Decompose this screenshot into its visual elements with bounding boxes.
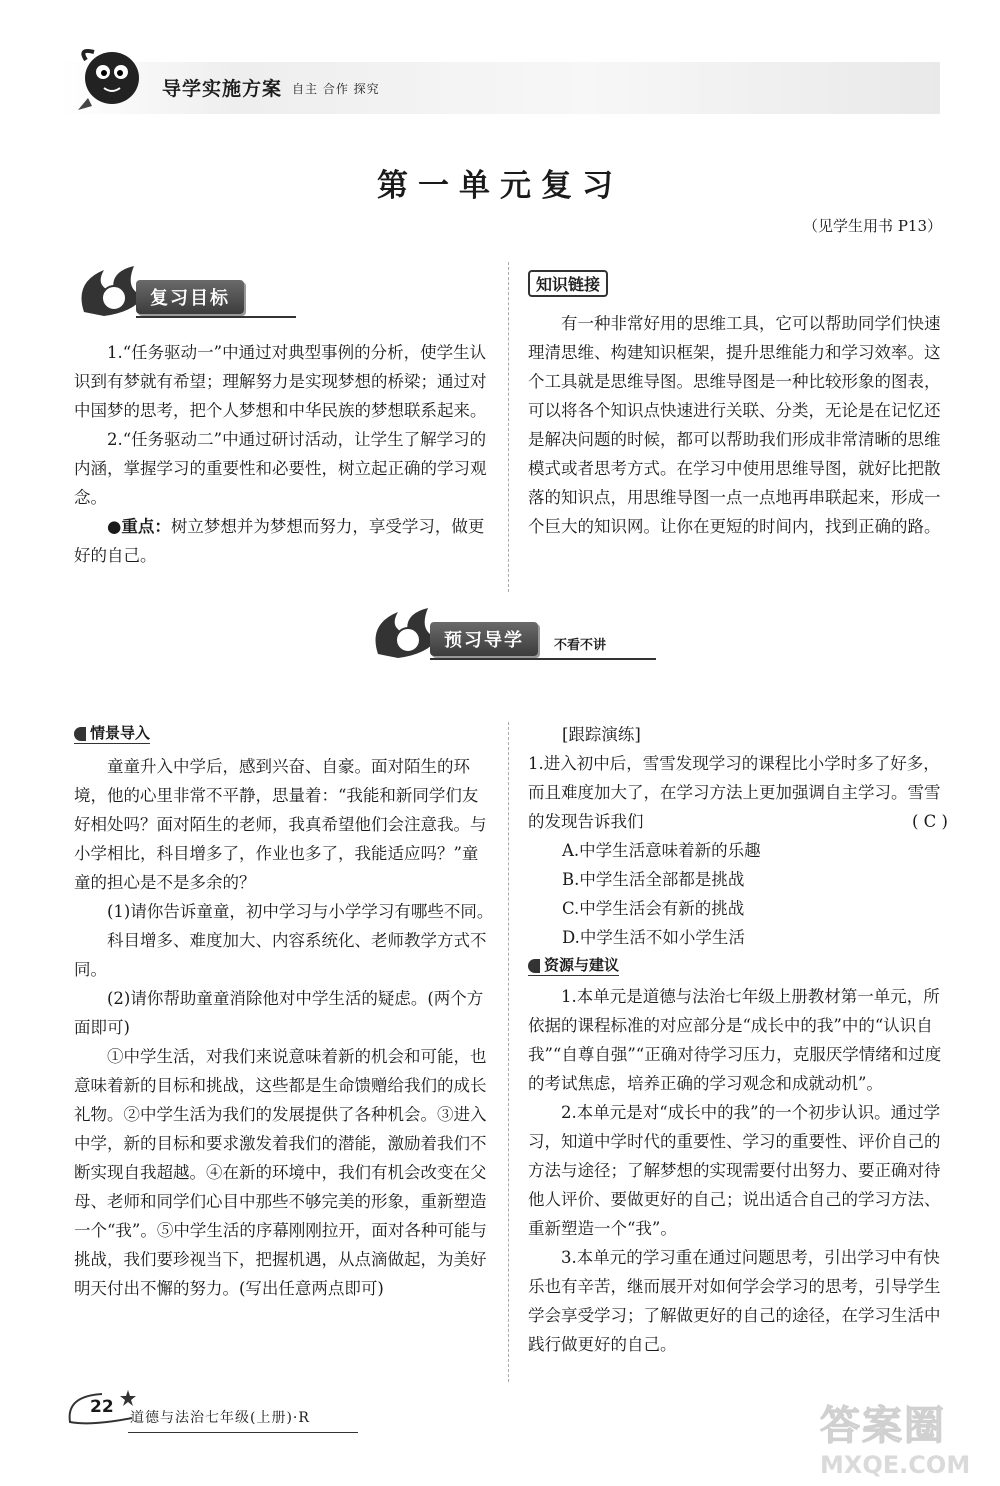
scene-answer-1: 科目增多、难度加大、内容系统化、老师教学方式不同。 (74, 931, 487, 979)
footer-rule (128, 1432, 358, 1433)
watermark-logo (820, 1394, 980, 1479)
banner-underline (430, 658, 656, 660)
scene-intro: 童童升入中学后，感到兴奋、自豪。面对陌生的环境，他的心里非常不平静，思量着：“我能和新同学们友好相处吗？面对陌生的老师，我真希望他们会注意我。与小学相比，科目增多了，作业也多了，我能适应吗？”童童的担心是不是多余的？ (74, 757, 487, 892)
page-number: 22 (90, 1397, 114, 1417)
knowledge-link-section (528, 270, 948, 541)
watermark-text: 答案圈 (820, 1403, 946, 1449)
scene-question-2: (2)请你帮助童童消除他对中学生活的疑虑。(两个方面即可) (74, 989, 484, 1037)
preview-title: 预习导学 (430, 622, 538, 656)
review-goals-title: 复习目标 (136, 280, 244, 314)
watermark-url: MXQE.COM (820, 1451, 971, 1479)
column-divider (508, 722, 509, 1382)
practice-question (528, 749, 948, 836)
key-point-label: ●重点： (107, 517, 171, 536)
practice-answer: ( C ) (912, 812, 948, 831)
review-goals-banner (74, 262, 494, 322)
resources-label-wrap (528, 954, 619, 976)
option-a: A.中学生活意味着新的乐趣 (562, 841, 761, 860)
key-point (74, 512, 494, 570)
mascot-logo (68, 38, 158, 118)
practice-question-text: 1.进入初中后，雪雪发现学习的课程比小学时多了好多，而且难度加大了，在学习方法上更加强调自主学习。雪雪的发现告诉我们 (528, 754, 941, 831)
practice-label: [跟踪演练] (562, 725, 641, 744)
resources-label: 资源与建议 (544, 956, 620, 974)
column-divider (508, 262, 509, 592)
scene-label-wrap (74, 722, 150, 744)
series-title: 导学实施方案 (162, 78, 283, 100)
review-goals-section (74, 262, 494, 570)
series-subtitle: 自主 合作 探究 (292, 82, 380, 96)
book-reference: （见学生用书 P13） (803, 217, 942, 235)
practice-section (528, 720, 948, 1359)
option-c: C.中学生活会有新的挑战 (562, 899, 745, 918)
option-b: B.中学生活全部都是挑战 (562, 870, 745, 889)
preview-note: 不看不讲 (554, 638, 607, 653)
knowledge-link-text: 有一种非常好用的思维工具，它可以帮助同学们快速理清思维、构建知识框架，提升思维能力和学习效率。这个工具就是思维导图。思维导图是一种比较形象的图表，可以将各个知识点快速进行关联、分类，无论是在记忆还是解决问题的时候，都可以帮助我们形成非常清晰的思维模式或者思考方式。在学习中使用思维导图，就好比把散落的知识点，用思维导图一点一点地再串联起来，形成一个巨大的知识网。让你在更短的时间内，找到正确的路。 (528, 314, 941, 536)
banner-underline (136, 316, 296, 318)
scene-answer-2: ①中学生活，对我们来说意味着新的机会和可能，也意味着新的目标和挑战，这些都是生命馈赠给我们的成长礼物。②中学生活为我们的发展提供了各种机会。③进入中学，新的目标和要求激发着我们的潜能，激励着我们不断实现自我超越。④在新的环境中，我们有机会改变在父母、老师和同学们心目中那些不够完美的形象，重新塑造一个“我”。⑤中学生活的序幕刚刚拉开，面对各种可能与挑战，我们要珍视当下，把握机遇，从点滴做起，为美好明天付出不懈的努力。(写出任意两点即可) (74, 1047, 487, 1298)
scene-section (74, 722, 494, 1303)
book-title-footer: 道德与法治七年级(上册)·R (130, 1410, 310, 1426)
resource-item: 1.本单元是道德与法治七年级上册教材第一单元，所依据的课程标准的对应部分是“成长中的我”中的“认识自我”“自尊自强”“正确对待学习压力，克服厌学情绪和过度的考试焦虑，培养正确的学习观念和成就动机”。 (528, 987, 942, 1093)
resource-item: 3.本单元的学习重在通过问题思考，引出学习中有快乐也有辛苦，继而展开对如何学会学习的思考，引导学生学会享受学习；了解做更好的自己的途径，在学习生活中践行做更好的自己。 (528, 1248, 941, 1354)
review-goal-item: 1.“任务驱动一”中通过对典型事例的分析，使学生认识到有梦就有希望；理解努力是实现梦想的桥梁；通过对中国梦的思考，把个人梦想和中华民族的梦想联系起来。 (74, 343, 487, 420)
preview-banner (368, 604, 668, 664)
option-d: D.中学生活不如小学生活 (562, 928, 745, 947)
scene-question-1: (1)请你告诉童童，初中学习与小学学习有哪些不同。 (107, 902, 494, 921)
review-goal-item: 2.“任务驱动二”中通过研讨活动，让学生了解学习的内涵，掌握学习的重要性和必要性，树立起正确的学习观念。 (74, 430, 487, 507)
section-marker-icon (74, 727, 86, 741)
knowledge-link-tag: 知识链接 (528, 270, 608, 297)
page-title: 第一单元复习 (377, 168, 623, 204)
resource-item: 2.本单元是对“成长中的我”的一个初步认识。通过学习，知道中学时代的重要性、学习的重要性、评价自己的方法与途径；了解梦想的实现需要付出努力、要正确对待他人评价、要做更好的自己；说出适合自己的学习方法、重新塑造一个“我”。 (528, 1103, 941, 1238)
section-marker-icon (528, 959, 540, 973)
key-point-text: 树立梦想并为梦想而努力，享受学习，做更好的自己。 (74, 517, 485, 565)
scene-label: 情景导入 (90, 724, 151, 742)
